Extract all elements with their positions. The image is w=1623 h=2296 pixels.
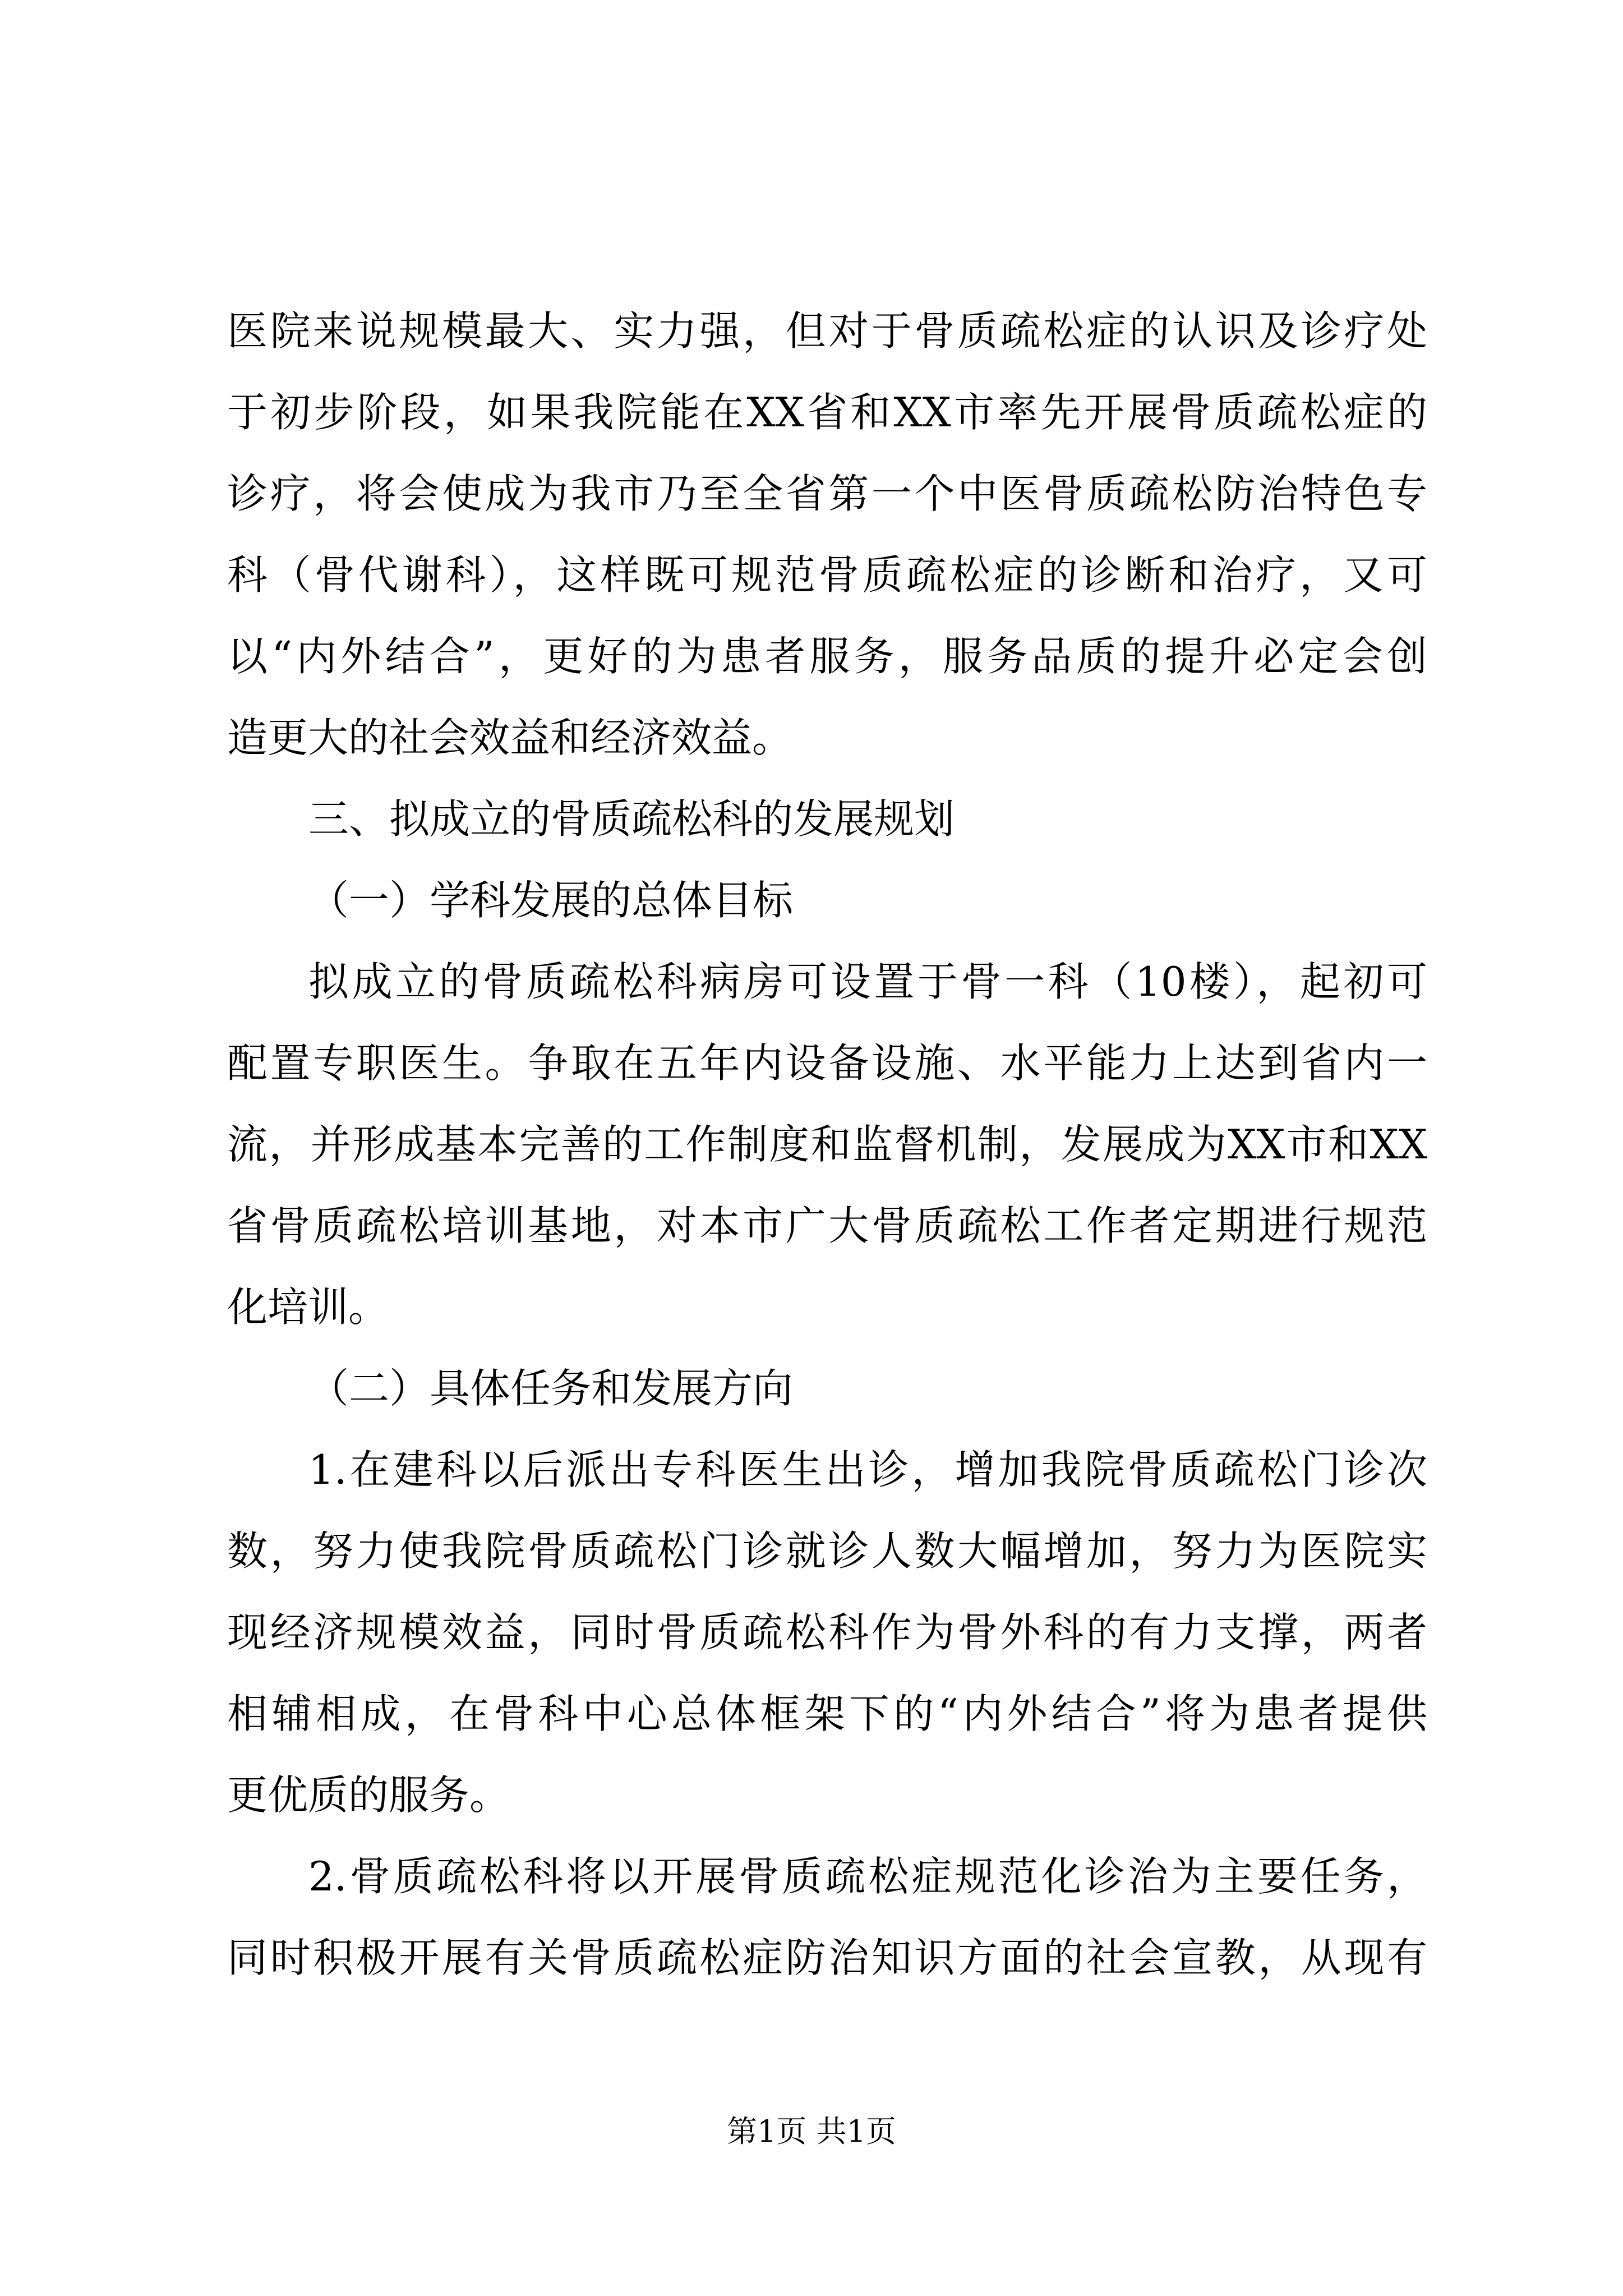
paragraph-line: 配置专职医生。争取在五年内设备设施、水平能力上达到省内一 [227,1039,1427,1087]
paragraph-line: 医院来说规模最大、实力强，但对于骨质疏松症的认识及诊疗处 [227,307,1427,355]
paragraph-line: 2.骨质疏松科将以开展骨质疏松症规范化诊治为主要任务， [308,1853,1427,1900]
paragraph-line: 相辅相成，在骨科中心总体框架下的“内外结合”将为患者提供 [227,1690,1427,1737]
subsection-heading: （二）具体任务和发展方向 [308,1365,794,1412]
paragraph-line: 流，并形成基本完善的工作制度和监督机制，发展成为XX市和XX [227,1121,1427,1168]
paragraph-line: 同时积极开展有关骨质疏松症防治知识方面的社会宣教，从现有 [227,1934,1427,1981]
section-heading: 三、拟成立的骨质疏松科的发展规划 [308,795,955,843]
paragraph-line: 1.在建科以后派出专科医生出诊，增加我院骨质疏松门诊次 [308,1446,1427,1493]
paragraph-line: 科（骨代谢科），这样既可规范骨质疏松症的诊断和治疗，又可 [227,551,1427,599]
paragraph-line: 诊疗，将会使成为我市乃至全省第一个中医骨质疏松防治特色专 [227,470,1427,517]
paragraph-line: 更优质的服务。 [227,1772,510,1819]
paragraph-line: 于初步阶段，如果我院能在XX省和XX市率先开展骨质疏松症的 [227,389,1427,436]
paragraph-line: 现经济规模效益，同时骨质疏松科作为骨外科的有力支撑，两者 [227,1609,1427,1656]
paragraph-line: 以“内外结合”，更好的为患者服务，服务品质的提升必定会创 [227,633,1427,680]
paragraph-line: 造更大的社会效益和经济效益。 [227,714,793,761]
paragraph-line: 数，努力使我院骨质疏松门诊就诊人数大幅增加，努力为医院实 [227,1527,1427,1575]
paragraph-line: 省骨质疏松培训基地，对本市广大骨质疏松工作者定期进行规范 [227,1202,1427,1249]
paragraph-line: 拟成立的骨质疏松科病房可设置于骨一科（10楼），起初可 [308,958,1427,1005]
subsection-heading: （一）学科发展的总体目标 [308,877,794,924]
page-footer: 第1页 共1页 [727,2114,896,2149]
paragraph-line: 化培训。 [227,1283,389,1331]
